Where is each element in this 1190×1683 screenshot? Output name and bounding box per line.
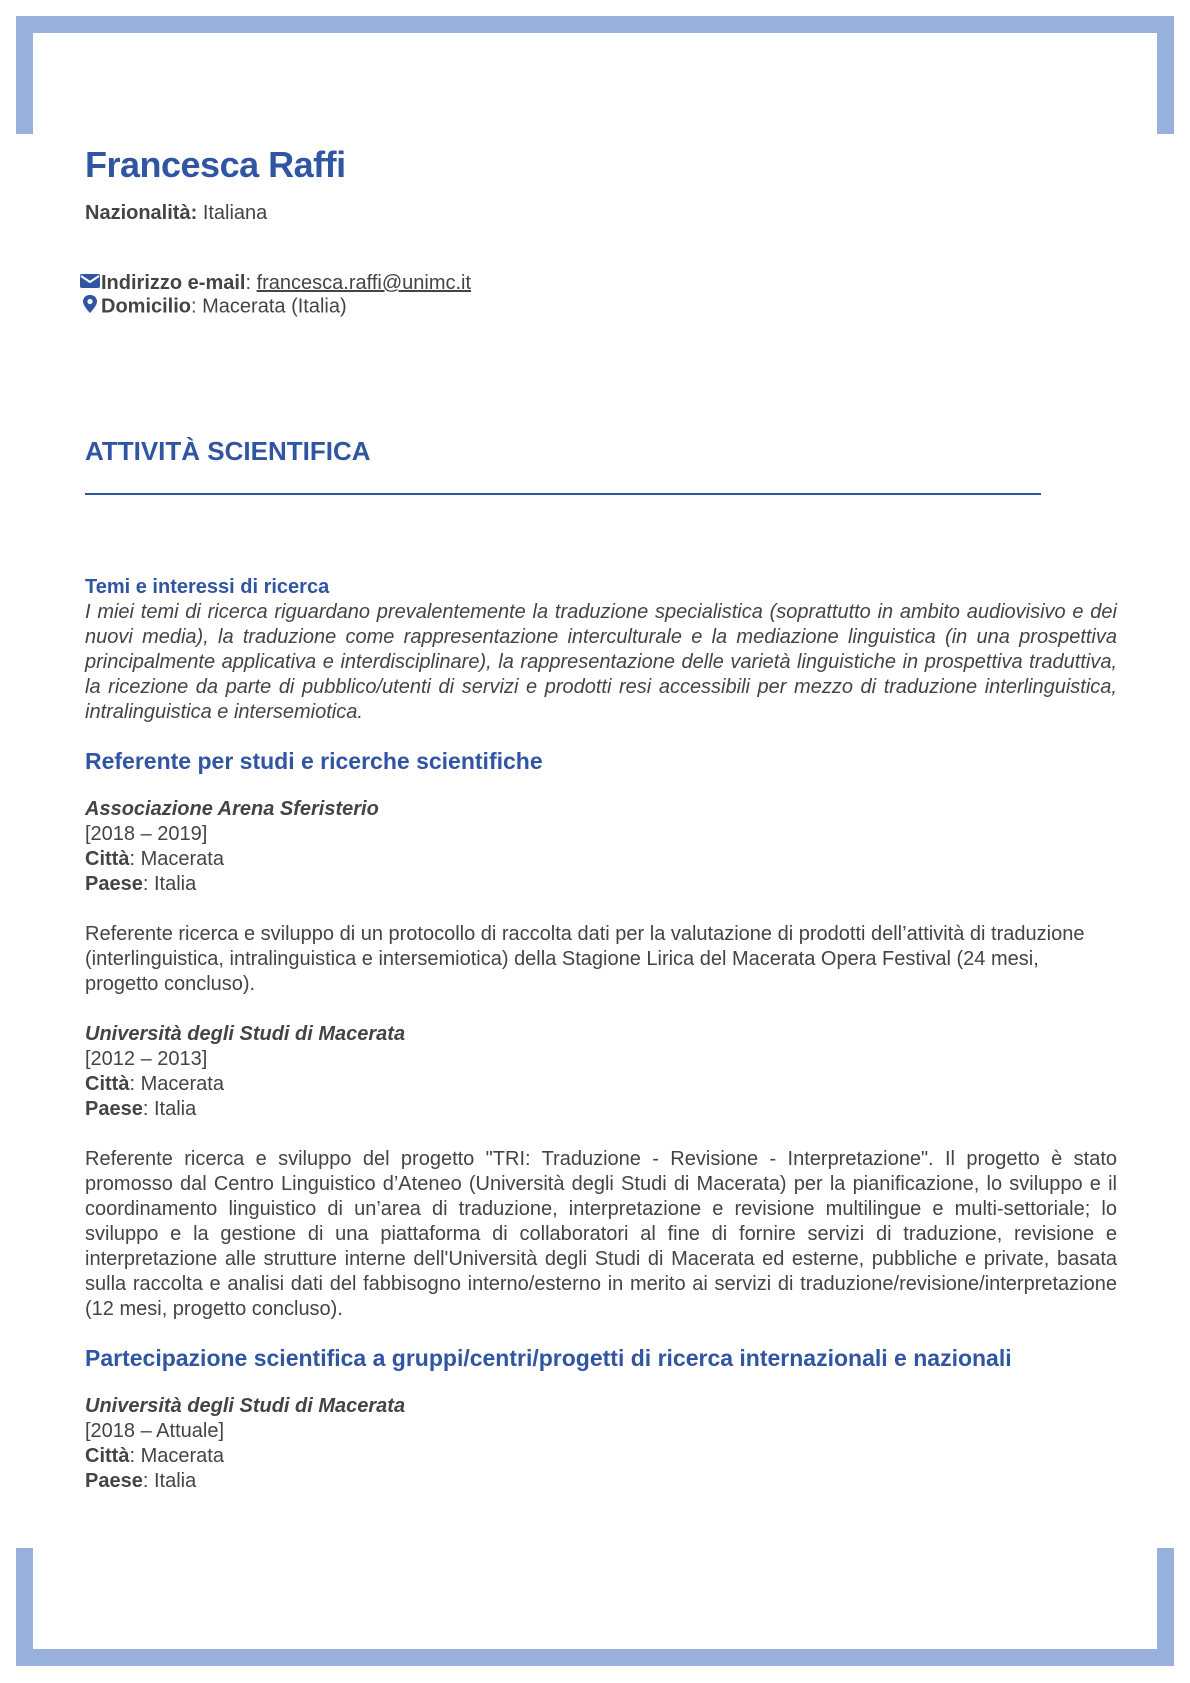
entry-dates: [2012 – 2013]	[85, 1048, 208, 1070]
email-link[interactable]: francesca.raffi@unimc.it	[256, 272, 472, 294]
nationality-label: Nazionalità:	[85, 202, 198, 224]
entry-dates: [2018 – Attuale]	[85, 1420, 225, 1442]
entry-org: Università degli Studi di Macerata	[85, 1023, 406, 1045]
research-text: I miei temi di ricerca riguardano prevalentemente la traduzione specialistica (soprattutto in ambito audiovisivo e dei nuovi media), la traduzione come rappresentazione interculturale e la mediazione linguistica (in una prospettiva principalmente applicativa e interdisciplinare), la rappresentazione delle varietà linguistiche in prospettiva traduttiva, la ricezione da parte di pubblico/utenti di servizi e prodotti resi accessibili per mezzo di traduzione interlinguistica, intralinguistica e intersemiotica.	[85, 601, 1117, 723]
envelope-icon	[79, 272, 101, 296]
page-frame-bottom	[16, 1548, 1174, 1666]
page-frame-top	[16, 16, 1174, 134]
section-title: ATTIVITÀ SCIENTIFICA	[85, 436, 371, 466]
cv-content	[85, 575, 1117, 1494]
location-pin-icon	[79, 294, 101, 320]
research-heading: Temi e interessi di ricerca	[85, 576, 330, 598]
partecipazione-heading: Partecipazione scientifica a gruppi/centri/progetti di ricerca internazionali e nazionali	[85, 1345, 1012, 1371]
nationality-line	[85, 201, 267, 225]
entry-country: Paese: Italia	[85, 1470, 197, 1492]
entry-country: Paese: Italia	[85, 1098, 197, 1120]
entry-country: Paese: Italia	[85, 873, 197, 895]
entry-org: Università degli Studi di Macerata	[85, 1395, 406, 1417]
entry-city: Città: Macerata	[85, 848, 224, 870]
entry-description: Referente ricerca e sviluppo di un protocollo di raccolta dati per la valutazione di prodotti dell’attività di traduzione (interlinguistica, intralinguistica e intersemiotica) della Stagione Lirica del Macerata Opera Festival (24 mesi, progetto concluso).	[85, 923, 1085, 995]
home-line: Domicilio: Macerata (Italia)	[79, 294, 347, 320]
entry-dates: [2018 – 2019]	[85, 823, 208, 845]
home-label: Domicilio	[101, 295, 192, 318]
email-line: Indirizzo e-mail: francesca.raffi@unimc.it	[79, 271, 471, 296]
nationality-value: Italiana	[202, 202, 268, 224]
referente-heading: Referente per studi e ricerche scientifiche	[85, 748, 543, 774]
cv-name: Francesca Raffi	[85, 144, 346, 185]
entry-description: Referente ricerca e sviluppo del progetto "TRI: Traduzione - Revisione - Interpretazione". Il progetto è stato promosso dal Centro Linguistico d’Ateneo (Università degli Studi di Macerata) per la pianificazione, lo sviluppo e il coordinamento linguistico di un’area di traduzione, interpretazione e revisione multilingue e multi-settoriale; lo sviluppo e la gestione di una piattaforma di collaboratori al fine di fornire servizi di traduzione, revisione e interpretazione alle strutture interne dell'Università degli Studi di Macerata ed esterne, pubbliche e private, basata sulla raccolta e analisi dati del fabbisogno interno/esterno in merito ai servizi di traduzione/revisione/interpretazione (12 mesi, progetto concluso).	[85, 1148, 1117, 1320]
home-value: Macerata (Italia)	[202, 295, 347, 318]
entry-city: Città: Macerata	[85, 1445, 224, 1467]
email-label: Indirizzo e-mail	[101, 272, 246, 294]
entry-city: Città: Macerata	[85, 1073, 224, 1095]
entry-org: Associazione Arena Sferisterio	[85, 798, 379, 820]
section-divider	[85, 493, 1041, 495]
